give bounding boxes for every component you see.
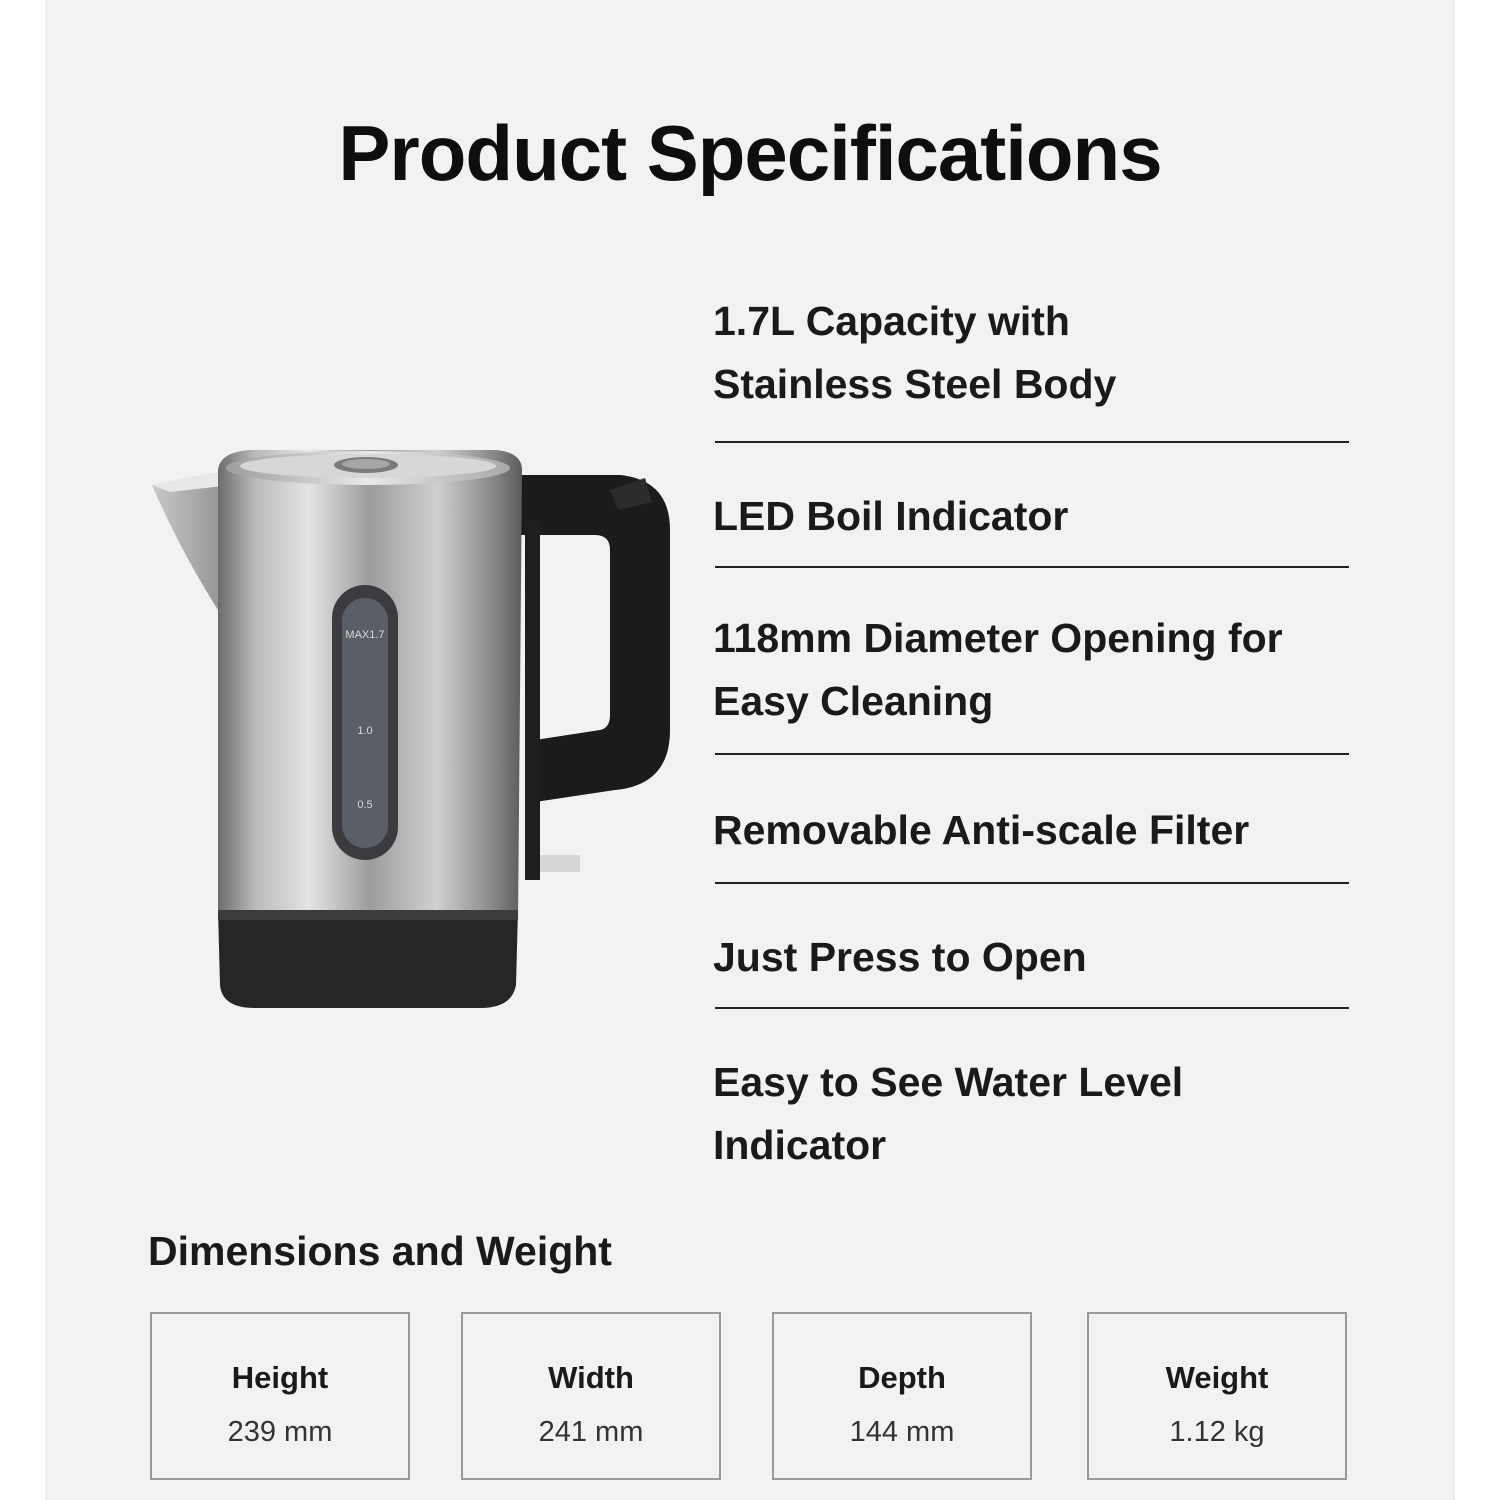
dimension-value: 144 mm — [849, 1416, 955, 1448]
dimension-card-width — [461, 1312, 721, 1480]
feature-press-open — [713, 926, 1349, 989]
feature-divider — [715, 1007, 1349, 1009]
feature-divider — [715, 441, 1349, 443]
feature-opening — [713, 607, 1349, 733]
feature-text: Easy to See Water Level — [713, 1059, 1184, 1105]
feature-filter — [713, 799, 1349, 862]
dimension-card-depth — [772, 1312, 1032, 1480]
dimension-value: 241 mm — [538, 1416, 644, 1448]
dimension-label: Depth — [858, 1360, 946, 1395]
feature-text: Removable Anti-scale Filter — [713, 807, 1250, 853]
gauge-mark-1-0: 1.0 — [357, 725, 373, 737]
dimension-card-height — [150, 1312, 410, 1480]
gauge-mark-max: MAX1.7 — [345, 629, 385, 641]
feature-text: Indicator — [713, 1122, 887, 1168]
feature-water-level — [713, 1051, 1349, 1177]
feature-text: Stainless Steel Body — [713, 361, 1117, 407]
gauge-mark-0-5: 0.5 — [357, 799, 373, 811]
dimension-label: Width — [548, 1360, 634, 1395]
feature-divider — [715, 882, 1349, 884]
page-title: Product Specifications — [338, 109, 1162, 197]
feature-text: Just Press to Open — [713, 934, 1087, 980]
feature-divider — [715, 753, 1349, 755]
feature-capacity — [713, 290, 1349, 416]
feature-text: 1.7L Capacity with — [713, 298, 1070, 344]
dimension-value: 239 mm — [227, 1416, 333, 1448]
dimensions-heading: Dimensions and Weight — [148, 1228, 612, 1274]
dimension-label: Height — [231, 1360, 329, 1395]
feature-divider — [715, 566, 1349, 568]
feature-text: 118mm Diameter Opening for — [713, 615, 1283, 661]
feature-text: Easy Cleaning — [713, 678, 994, 724]
dimension-label: Weight — [1165, 1360, 1269, 1395]
dimension-value: 1.12 kg — [1169, 1416, 1265, 1448]
feature-led-indicator — [713, 485, 1349, 548]
dimension-card-weight — [1087, 1312, 1347, 1480]
feature-text: LED Boil Indicator — [713, 493, 1069, 539]
electric-kettle-icon — [140, 430, 680, 1020]
